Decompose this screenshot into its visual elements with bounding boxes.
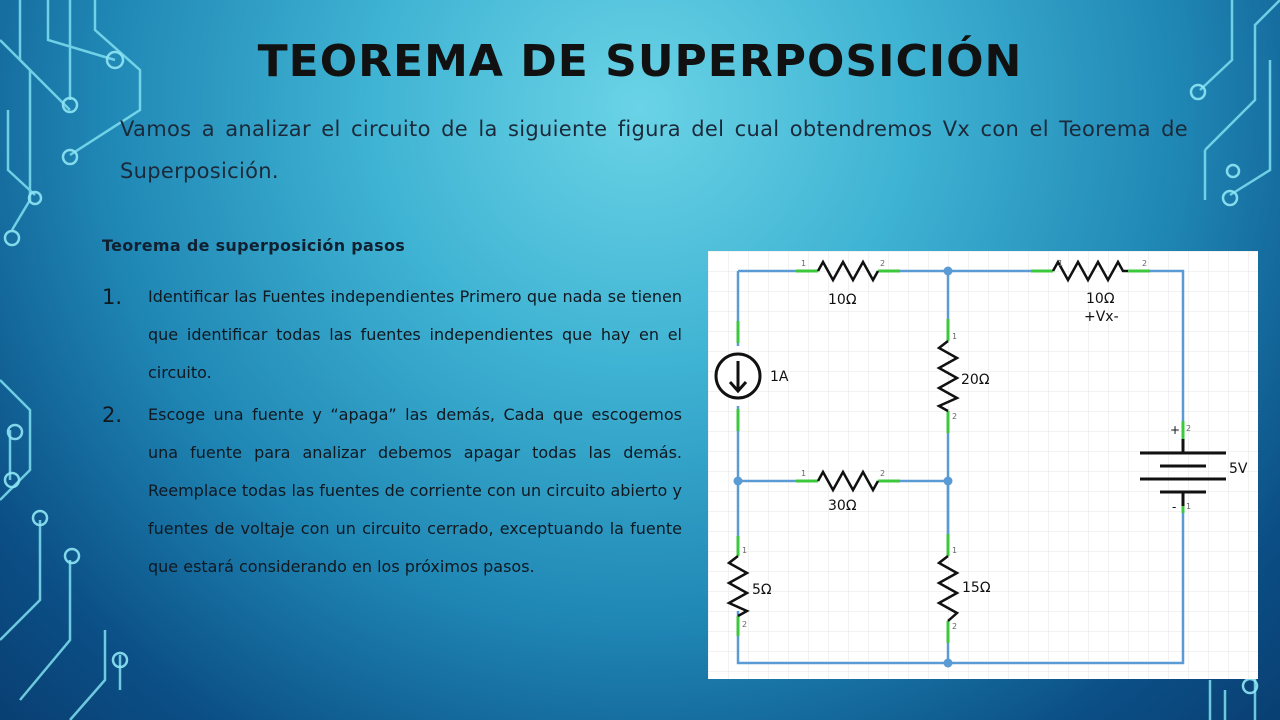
pin-number: 1 (801, 469, 807, 478)
label-plus: + (1170, 423, 1181, 437)
pin-number: 2 (742, 620, 748, 629)
pin-number: 2 (1186, 424, 1192, 433)
step-text: Escoge una fuente y “apaga” las demás, Cada que escogemos una fuente para analizar debemos apagar todas las demás. Reemplace todas las fuentes de corriente con un circuito abierto y fuentes de voltaje con un circuito cerrado, exceptuando la fuente que estará considerando en los próximos pasos. (148, 405, 682, 576)
pin-number: 2 (952, 622, 958, 631)
label-r-5: 5Ω (752, 582, 772, 598)
pin-number: 1 (801, 259, 807, 268)
step-item (102, 396, 682, 586)
step-text: Identificar las Fuentes independientes Primero que nada se tienen que identificar todas las fuentes independientes que hay en el circuito. (148, 287, 682, 382)
label-current-source: 1A (770, 369, 789, 385)
circuit-figure (708, 251, 1258, 679)
pin-number: 1 (952, 546, 958, 555)
current-source-symbol (716, 354, 760, 398)
label-r-30: 30Ω (828, 498, 857, 514)
pin-number: 2 (952, 412, 958, 421)
step-number: 1. (102, 285, 123, 309)
pin-number: 1 (742, 546, 748, 555)
label-r-top-right: 10Ω (1086, 291, 1115, 307)
slide-title: TEOREMA DE SUPERPOSICIÓN (257, 36, 1023, 87)
steps-heading: Teorema de superposición pasos (102, 236, 406, 255)
pin-number: 1 (952, 332, 958, 341)
label-vx: +Vx- (1084, 309, 1119, 325)
label-r-top-left: 10Ω (828, 292, 857, 308)
label-voltage-source: 5V (1229, 461, 1248, 477)
pin-number: 1 (1186, 502, 1192, 511)
circuit-diagram (708, 251, 1258, 679)
pin-number: 1 (1058, 259, 1064, 268)
label-minus: - (1172, 500, 1177, 514)
step-item (102, 278, 682, 392)
label-r-15: 15Ω (962, 580, 991, 596)
pin-number: 2 (1142, 259, 1148, 268)
intro-paragraph: Vamos a analizar el circuito de la siguiente figura del cual obtendremos Vx con el Teorema de Superposición. (120, 117, 1188, 183)
pin-number: 2 (880, 469, 886, 478)
step-number: 2. (102, 403, 123, 427)
pin-number: 2 (880, 259, 886, 268)
steps-list (102, 278, 682, 590)
label-r-middle: 20Ω (961, 372, 990, 388)
